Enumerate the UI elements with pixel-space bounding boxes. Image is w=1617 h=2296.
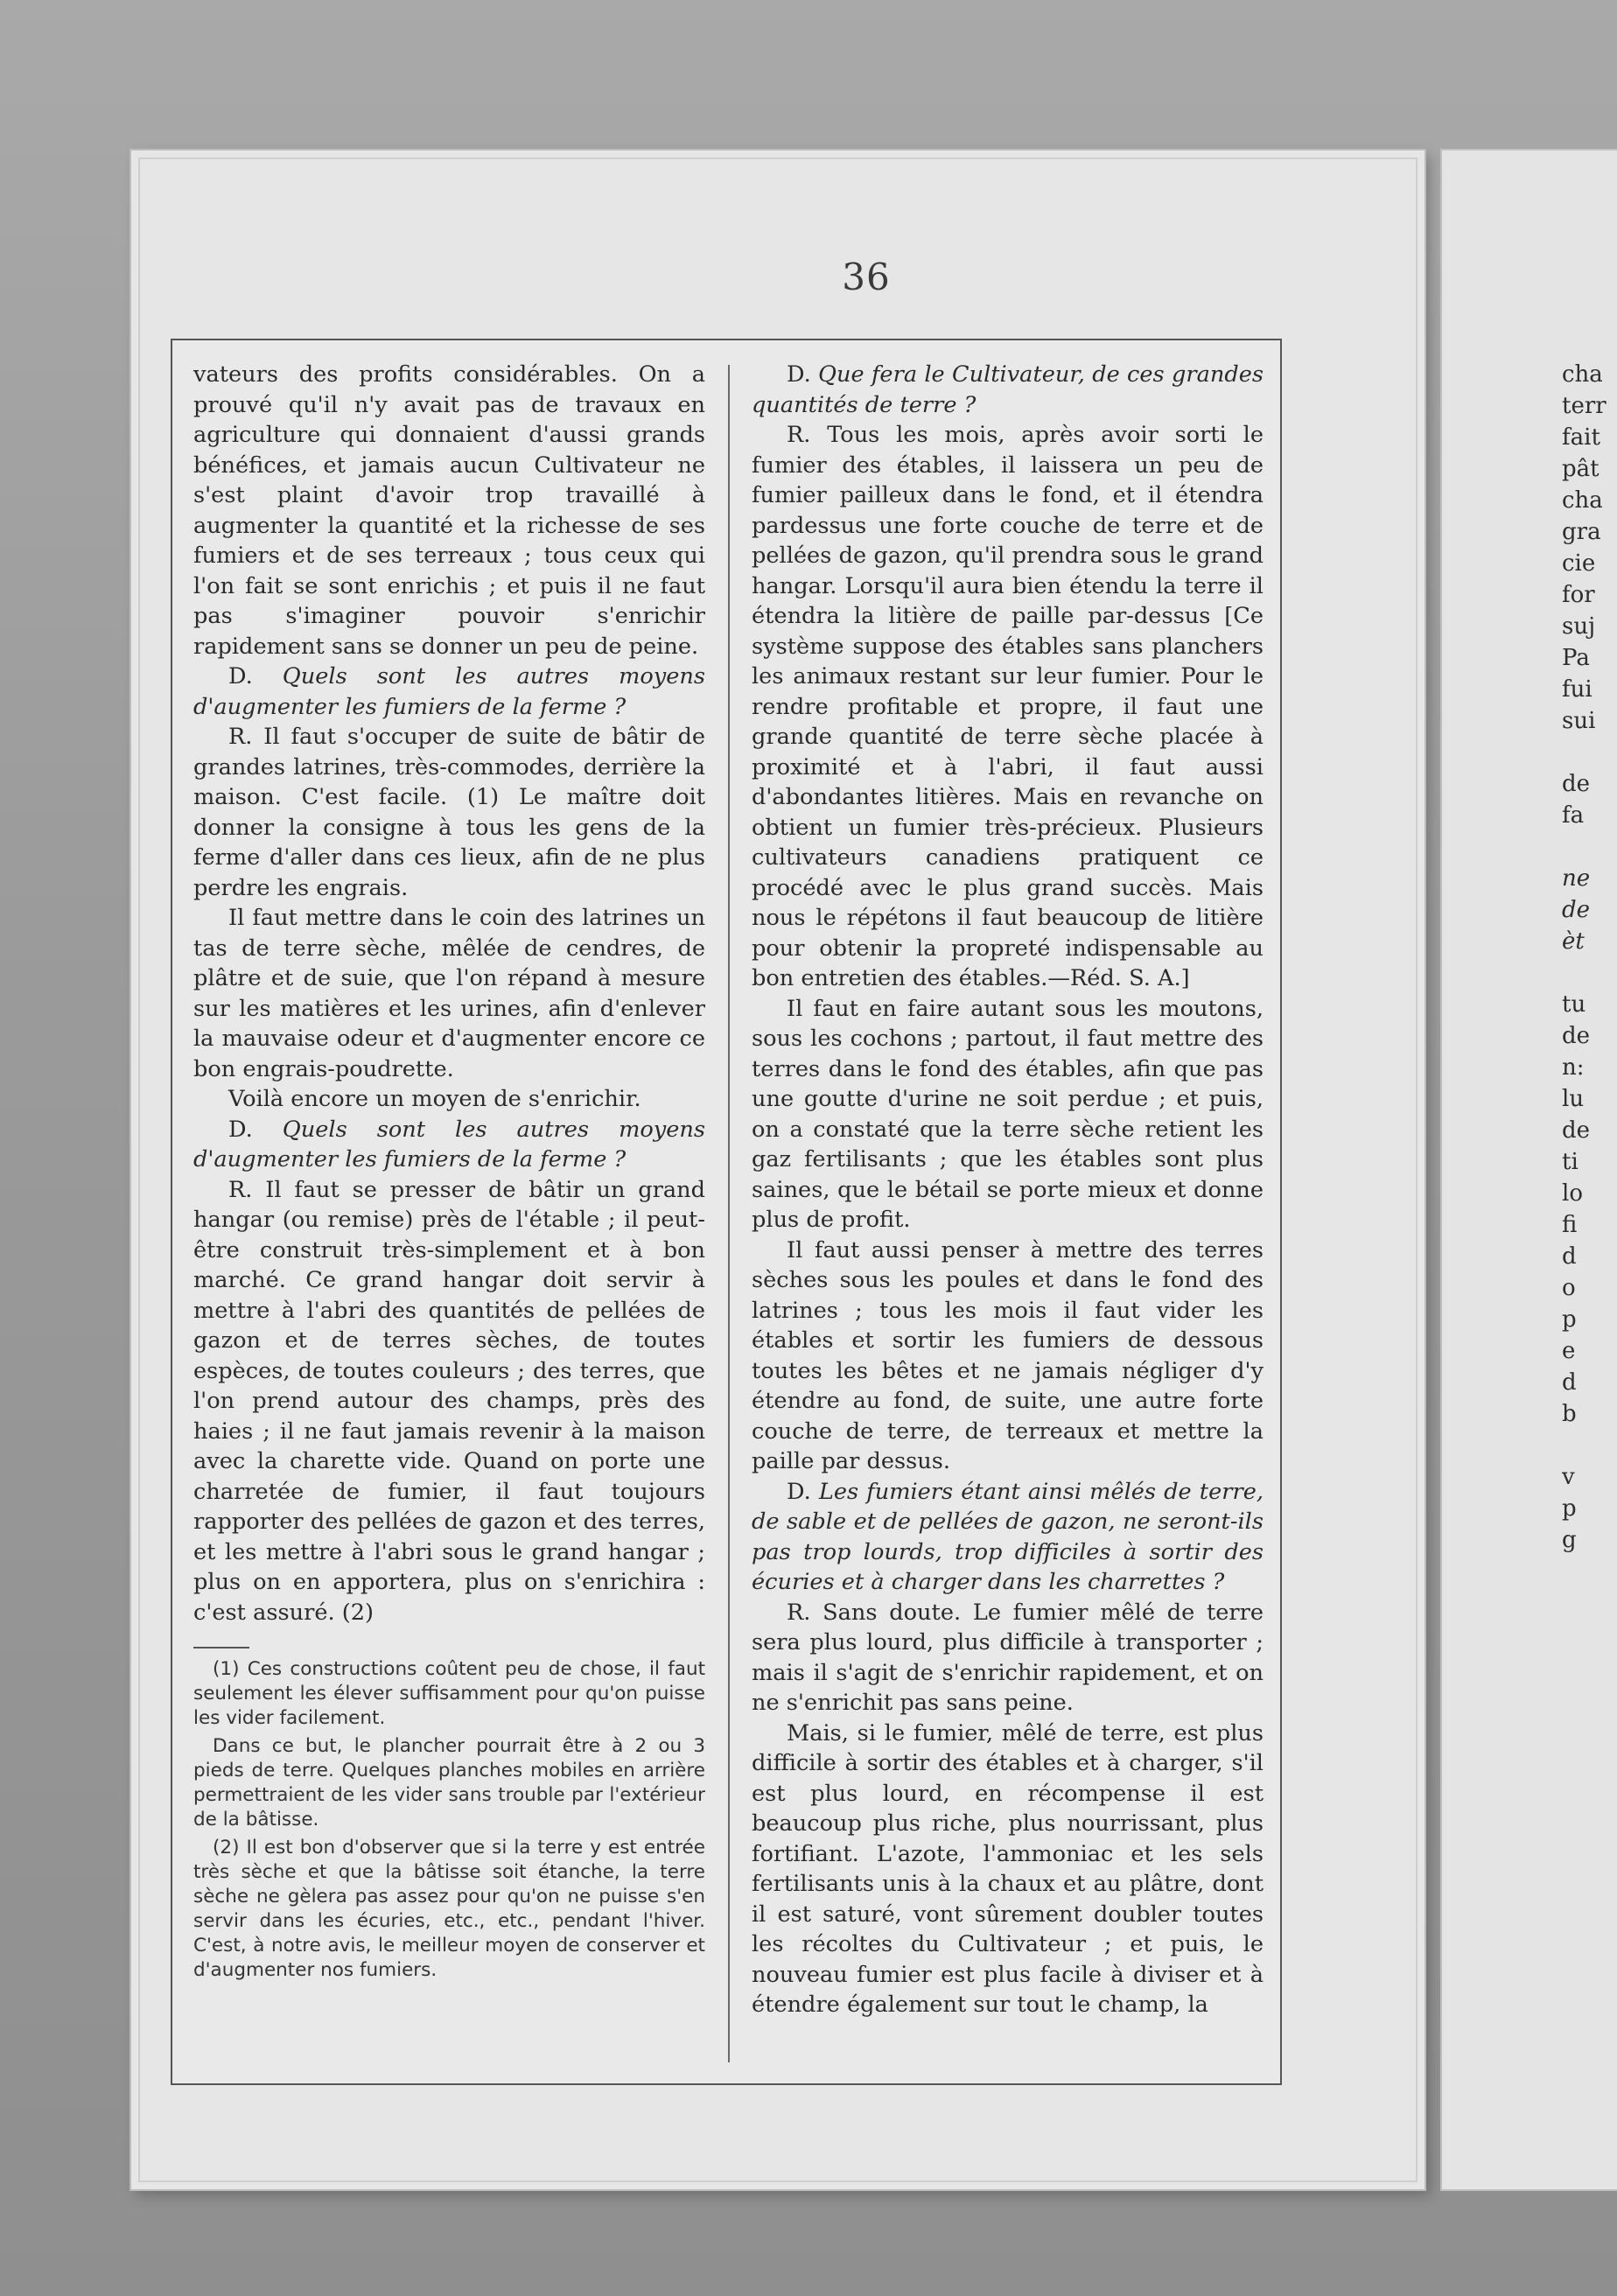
column-divider <box>728 365 730 2062</box>
next-page-line: d <box>1562 1370 1577 1395</box>
question-text: Quels sont les autres moyens d'augmenter les fumiers de la ferme ? <box>193 1116 705 1172</box>
next-page-line: o <box>1562 1276 1576 1300</box>
next-page-line: fait <box>1562 425 1600 450</box>
next-page-line: fa <box>1562 803 1585 828</box>
next-page-line: suj <box>1562 614 1596 639</box>
next-page-line: tu <box>1562 992 1586 1017</box>
question-paragraph <box>752 1477 1264 1598</box>
next-page-line: v <box>1562 1465 1575 1489</box>
body-paragraph: R. Tous les mois, après avoir sorti le fumier des étables, il laissera un peu de fumier pailleux dans le fond, et il étendra pardessus une forte couche de terre et de pellées de gazon, qu'il prendra sous le grand hangar. Lorsqu'il aura bien étendu la terre il étendra la litière de paille par-dessus [Ce système suppose des étables sans planchers les animaux restant sur leur fumier. Pour le rendre profitable et propre, il faut une grande quantité de terre sèche placée à proximité et à l'abri, il faut aussi d'abondantes litières. Mais en revanche on obtient un fumier très-précieux. Plusieurs cultivateurs canadiens pratiquent ce procédé avec le plus grand succès. Mais nous le répétons il faut beaucoup de litière pour obtenir la propreté indispensable au bon entretien des étables.—Réd. S. A.] <box>752 422 1264 991</box>
next-page-line: cha <box>1562 362 1603 387</box>
question-paragraph <box>193 662 705 722</box>
next-page-line: n: <box>1562 1055 1585 1080</box>
question-marker: D. <box>228 1116 283 1143</box>
question-marker: D. <box>228 663 283 690</box>
next-page-line: ti <box>1562 1150 1578 1174</box>
next-page-line <box>1562 740 1617 765</box>
text-frame <box>171 339 1282 2085</box>
question-text: Que fera le Cultivateur, de ces grandes quantités de terre ? <box>752 361 1264 418</box>
question-paragraph <box>752 360 1264 420</box>
next-page-line: de <box>1562 1024 1591 1048</box>
question-text: Les fumiers étant ainsi mêlés de terre, de sable et de pellées de gazon, ne seront-ils pas trop lourds, trop difficiles à sortir des écuries et à charger dans les charrettes ? <box>752 1478 1264 1595</box>
body-paragraph: R. Il faut s'occuper de suite de bâtir de grandes latrines, très-commodes, derrière la maison. C'est facile. (1) Le maître doit donner la consigne à tous les gens de la ferme d'aller dans ces lieux, afin de ne plus perdre les engrais. <box>193 724 705 901</box>
next-page-line <box>1562 835 1617 859</box>
next-page-line <box>1562 961 1617 985</box>
next-page-line: de <box>1562 1118 1591 1143</box>
next-page-line: de <box>1562 898 1591 922</box>
right-column <box>752 360 1264 2020</box>
body-paragraph: R. Sans doute. Le fumier mêlé de terre sera plus lourd, plus difficile à transporter ; mais il s'agit de s'enrichir rapidement, et on ne s'enrichit pas sans peine. <box>752 1599 1264 1716</box>
next-page-line: Pa <box>1562 646 1590 670</box>
next-page-line: lu <box>1562 1087 1585 1111</box>
next-page-line: èt <box>1562 929 1585 954</box>
body-paragraph: R. Il faut se presser de bâtir un grand hangar (ou remise) près de l'étable ; il peut-être construit très-simplement et à bon marché. Ce grand hangar doit servir à mettre à l'abri des quantités de pellées de gazon et de terres sèches, de toutes espèces, de toutes couleurs ; des terres, que l'on prend autour des champs, près des haies ; il ne faut jamais revenir à la maison avec la charette vide. Quand on porte une charretée de fumier, il faut toujours rapporter des pellées de gazon et des terres, et les mettre à l'abri sous le grand hangar ; plus on en apportera, plus on s'enrichira : c'est assuré. (2) <box>193 1176 705 1626</box>
next-page-line: fi <box>1562 1213 1578 1237</box>
next-page-line: ne <box>1562 866 1591 891</box>
next-page-line: p <box>1562 1307 1577 1332</box>
next-page-line: d <box>1562 1244 1577 1269</box>
question-marker: D. <box>787 1478 819 1505</box>
body-paragraph: vateurs des profits considérables. On a prouvé qu'il n'y avait pas de travaux en agriculture qui donnaient d'aussi grands bénéfices, et jamais aucun Cultivateur ne s'est plaint d'avoir trop travaillé à augmenter la quantité et la richesse de ses fumiers et de ses terreaux ; tous ceux qui l'on fait se sont enrichis ; et puis il ne faut pas s'imaginer pouvoir s'enrichir rapidement sans se donner un peu de peine. <box>193 361 705 660</box>
next-page-line: de <box>1562 772 1591 796</box>
body-paragraph: Voilà encore un moyen de s'enrichir. <box>228 1086 641 1112</box>
footnote: (1) Ces constructions coûtent peu de chose, il faut seulement les élever suffisamment pour qu'on puisse les vider facilement. <box>193 1658 705 1729</box>
left-column <box>193 360 705 1986</box>
question-paragraph <box>193 1115 705 1175</box>
next-page-line: p <box>1562 1496 1577 1521</box>
next-page-line: e <box>1562 1339 1576 1363</box>
next-page-line: cha <box>1562 488 1603 513</box>
book-page <box>131 150 1424 2189</box>
next-page-edge <box>1442 150 1617 2189</box>
next-page-line: g <box>1562 1528 1577 1552</box>
body-paragraph: Il faut mettre dans le coin des latrines un tas de terre sèche, mêlée de cendres, de plâtre et de suie, que l'on répand à mesure sur les matières et les urines, afin d'enlever la mauvaise odeur et d'augmenter encore ce bon engrais-poudrette. <box>193 905 705 1082</box>
body-paragraph: Mais, si le fumier, mêlé de terre, est plus difficile à sortir des étables et à charger, s'il est plus lourd, en récompense il est beaucoup plus riche, plus nourrissant, plus fortifiant. L'azote, l'ammoniac et les sels fertilisants unis à la chaux et au plâtre, dont il est saturé, vont sûrement doubler toutes les récoltes du Cultivateur ; et puis, le nouveau fumier est plus facile à diviser et à étendre également sur tout le champ, la <box>752 1719 1264 2018</box>
footnote-rule <box>193 1647 249 1648</box>
body-paragraph: Il faut en faire autant sous les moutons, sous les cochons ; partout, il faut mettre des terres dans le fond des étables, afin que pas une goutte d'urine ne soit perdue ; et puis, on a constaté que la terre sèche retient les gaz fertilisants ; que les étables sont plus saines, que le bétail se porte mieux et donne plus de profit. <box>752 995 1264 1233</box>
footnote: Dans ce but, le plancher pourrait être à 2 ou 3 pieds de terre. Quelques planches mobiles en arrière permettraient de les vider sans trouble par l'extérieur de la bâtisse. <box>193 1735 705 1830</box>
next-page-line: fui <box>1562 677 1592 702</box>
question-text: Quels sont les autres moyens d'augmenter les fumiers de la ferme ? <box>193 663 705 720</box>
next-page-line <box>1562 1433 1617 1458</box>
next-page-line: sui <box>1562 709 1596 733</box>
footnote: (2) Il est bon d'observer que si la terre y est entrée très sèche et que la bâtisse soit étanche, la terre sèche ne gèlera pas assez pour qu'on ne puisse s'en servir dans les écuries, etc., etc., pendant l'hiver. C'est, à notre avis, le meilleur moyen de conserver et d'augmenter nos fumiers. <box>193 1837 705 1981</box>
question-marker: D. <box>787 361 819 388</box>
page-number: 36 <box>842 256 891 298</box>
body-paragraph: Il faut aussi penser à mettre des terres sèches sous les poules et dans le fond des latrines ; tous les mois il faut vider les étables et sortir les fumiers de dessous toutes les bêtes et ne jamais négliger d'y étendre au fond, de suite, une autre forte couche de terre, de terreaux et mettre la paille par dessus. <box>752 1236 1264 1474</box>
next-page-line: pât <box>1562 457 1600 481</box>
next-page-line: terr <box>1562 394 1606 418</box>
next-page-line: gra <box>1562 520 1601 544</box>
next-page-line: for <box>1562 583 1595 607</box>
next-page-line: cie <box>1562 551 1596 576</box>
next-page-line: b <box>1562 1402 1577 1426</box>
next-page-line: lo <box>1562 1181 1583 1206</box>
